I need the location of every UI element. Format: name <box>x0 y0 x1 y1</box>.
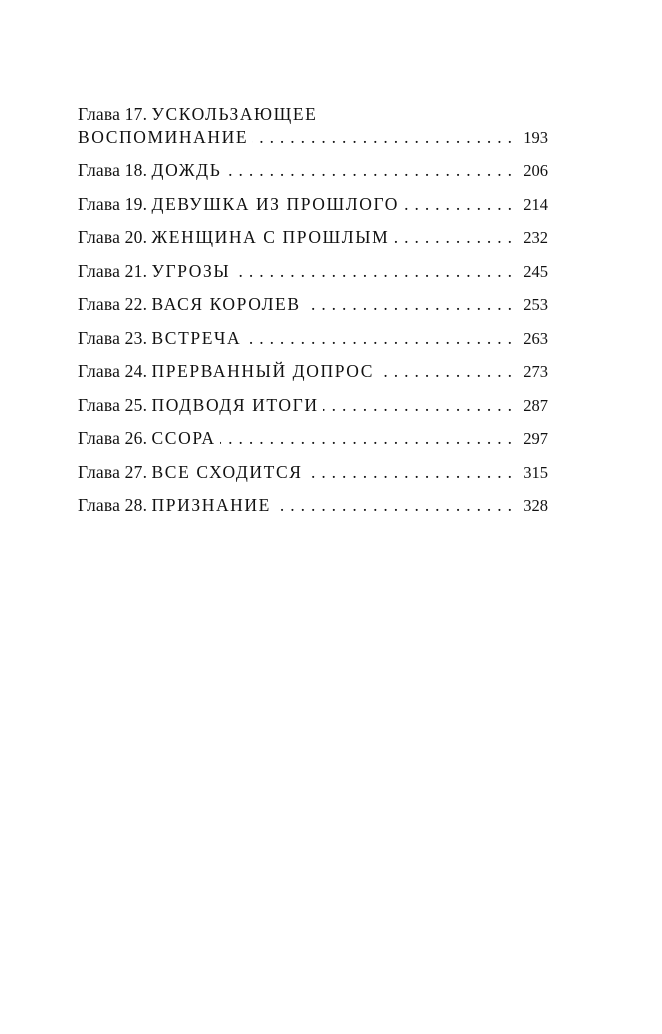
chapter-number: Глава 19. <box>78 193 148 214</box>
toc-entry-chapter-21[interactable] <box>78 260 548 283</box>
chapter-number: Глава 20. <box>78 227 148 247</box>
chapter-number: Глава 23. <box>78 327 148 348</box>
page-number: 287 <box>523 395 548 415</box>
page-number: 245 <box>523 261 548 281</box>
dot-leader <box>323 394 512 417</box>
dot-leader <box>275 494 512 517</box>
chapter-title: УГРОЗЫ <box>151 260 231 281</box>
chapter-number: Глава 21. <box>78 260 148 281</box>
chapter-number: Глава 25. <box>78 394 148 415</box>
toc-entry-first-line <box>78 103 548 126</box>
dot-leader <box>245 327 512 350</box>
page-number: 253 <box>523 295 548 314</box>
dot-leader <box>307 461 513 484</box>
chapter-number: Глава 28. <box>78 495 148 515</box>
toc-entry-chapter-20[interactable] <box>78 226 548 249</box>
chapter-title: ПРЕРВАННЫЙ ДОПРОС <box>151 361 374 381</box>
page-number: 193 <box>523 128 548 147</box>
chapter-title: ВАСЯ КОРОЛЕВ <box>151 294 301 314</box>
chapter-title: ССОРА <box>151 428 216 448</box>
dot-leader <box>220 427 512 450</box>
chapter-number: Глава 17. <box>78 104 148 124</box>
page-number: 328 <box>523 496 548 515</box>
toc-entry-chapter-26[interactable] <box>78 427 548 450</box>
chapter-number: Глава 22. <box>78 294 148 314</box>
chapter-title-line1: УСКОЛЬЗАЮЩЕЕ <box>151 104 318 124</box>
toc-entry-second-line <box>78 126 548 149</box>
table-of-contents <box>78 103 548 528</box>
page-number: 297 <box>523 429 548 448</box>
page-number: 232 <box>523 228 548 247</box>
chapter-title: ЖЕНЩИНА С ПРОШЛЫМ <box>151 227 390 247</box>
chapter-number: Глава 24. <box>78 361 148 381</box>
chapter-number: Глава 27. <box>78 461 148 482</box>
dot-leader <box>225 159 512 182</box>
chapter-title: ДОЖДЬ <box>151 160 222 180</box>
dot-leader <box>305 293 512 316</box>
toc-entry-chapter-22[interactable] <box>78 293 548 316</box>
page-number: 206 <box>523 161 548 180</box>
chapter-title: ВСТРЕЧА <box>151 327 242 348</box>
page-number: 263 <box>523 328 548 348</box>
dot-leader <box>234 260 512 283</box>
chapter-title: ВОСПОМИНАНИЕ <box>78 127 249 147</box>
toc-entry-chapter-23[interactable] <box>78 327 548 350</box>
page-number: 214 <box>523 194 548 214</box>
dot-leader <box>393 226 512 249</box>
toc-entry-chapter-28[interactable] <box>78 494 548 517</box>
chapter-title: ПОДВОДЯ ИТОГИ <box>151 394 319 415</box>
toc-entry-chapter-18[interactable] <box>78 159 548 182</box>
chapter-number: Глава 26. <box>78 428 148 448</box>
toc-entry-chapter-27[interactable] <box>78 461 548 484</box>
toc-entry-chapter-19[interactable] <box>78 193 548 216</box>
dot-leader <box>403 193 512 216</box>
dot-leader <box>378 360 512 383</box>
toc-entry-chapter-25[interactable] <box>78 394 548 417</box>
toc-entry-chapter-17[interactable] <box>78 103 548 149</box>
page-number: 273 <box>523 362 548 381</box>
chapter-title: ВСЕ СХОДИТСЯ <box>151 461 303 482</box>
chapter-title: ДЕВУШКА ИЗ ПРОШЛОГО <box>151 193 400 214</box>
dot-leader <box>252 126 512 149</box>
page-number: 315 <box>523 462 548 482</box>
chapter-title: ПРИЗНАНИЕ <box>151 495 271 515</box>
toc-entry-chapter-24[interactable] <box>78 360 548 383</box>
chapter-number: Глава 18. <box>78 160 148 180</box>
